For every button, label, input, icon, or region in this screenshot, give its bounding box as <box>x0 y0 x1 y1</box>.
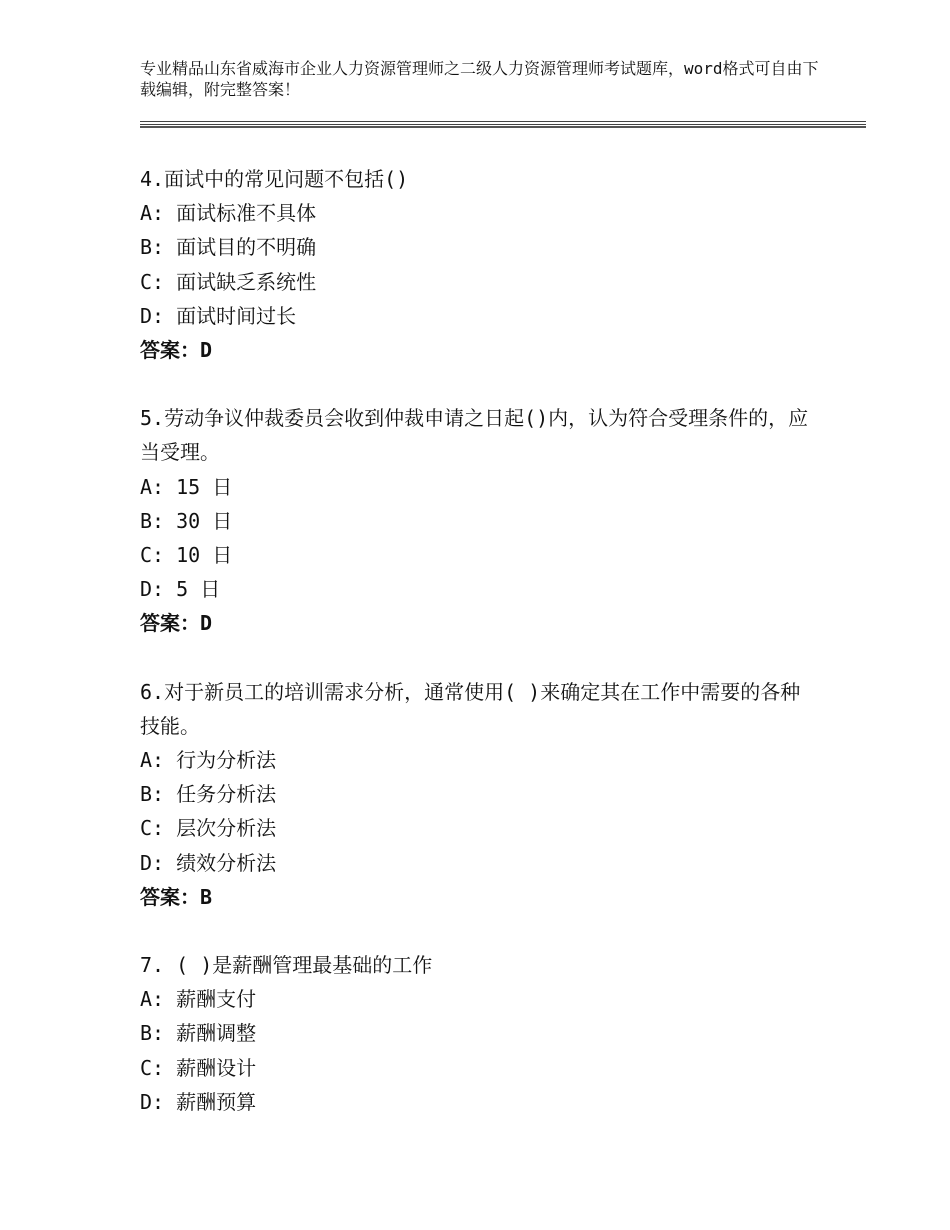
question-stem: 5.劳动争议仲裁委员会收到仲裁申请之日起()内，认为符合受理条件的，应当受理。 <box>140 406 809 465</box>
header-divider <box>140 121 866 122</box>
option-c: C: 层次分析法 <box>140 816 277 841</box>
option-d: D: 5 日 <box>140 577 221 602</box>
answer-label: 答案：D <box>140 338 213 363</box>
question-6 <box>140 675 820 914</box>
question-7 <box>140 948 820 1119</box>
answer-label: 答案：D <box>140 611 213 636</box>
question-4 <box>140 162 820 367</box>
option-b: B: 面试目的不明确 <box>140 235 317 260</box>
question-5 <box>140 401 820 640</box>
option-c: C: 10 日 <box>140 543 233 568</box>
option-b: B: 薪酬调整 <box>140 1021 257 1046</box>
option-b: B: 30 日 <box>140 508 233 533</box>
option-c: C: 面试缺乏系统性 <box>140 269 317 294</box>
option-a: A: 15 日 <box>140 474 233 499</box>
option-b: B: 任务分析法 <box>140 782 277 807</box>
question-stem: 4.面试中的常见问题不包括() <box>140 167 409 191</box>
header-title: 专业精品山东省威海市企业人力资源管理师之二级人力资源管理师考试题库，word格式可自由下载编辑，附完整答案！ <box>140 59 819 99</box>
option-a: A: 面试标准不具体 <box>140 201 317 226</box>
option-a: A: 行为分析法 <box>140 748 277 773</box>
option-c: C: 薪酬设计 <box>140 1055 257 1080</box>
question-stem: 6.对于新员工的培训需求分析，通常使用( )来确定其在工作中需要的各种技能。 <box>140 679 801 738</box>
option-d: D: 薪酬预算 <box>140 1089 257 1114</box>
question-list <box>140 162 820 1119</box>
option-d: D: 绩效分析法 <box>140 850 277 875</box>
option-d: D: 面试时间过长 <box>140 303 297 328</box>
header-divider <box>140 126 866 128</box>
question-stem: 7. ( )是薪酬管理最基础的工作 <box>140 953 433 978</box>
answer-label: 答案：B <box>140 884 213 909</box>
document-header <box>140 58 820 100</box>
header-divider <box>140 124 866 125</box>
option-a: A: 薪酬支付 <box>140 987 257 1012</box>
